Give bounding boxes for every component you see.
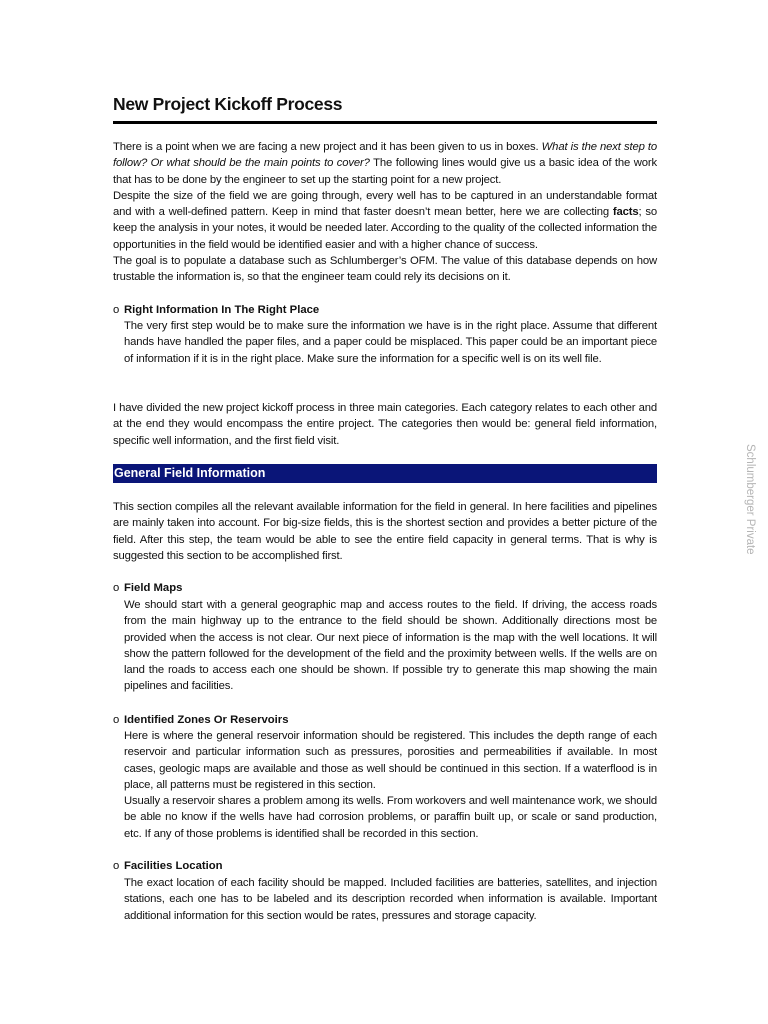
bullet-marker: o	[113, 582, 120, 594]
intro-text-2: The following lines would give us a basic idea of the work that has to be done by the engineer to set up the starting point for a new project.	[113, 157, 657, 186]
bullet-body-field-maps: We should start with a general geographic map and access routes to the field. If driving, the access roads from the main highway up to the entrance to the field should be shown. Additionally directions most be provided when the access is not clear. Our next piece of information is the map with the well locations. It will show the pattern followed for the development of the field and the proximity between wells. If the wells are on land the roads to access each one should be shown. If possible try to generate this map showing the main pipelines and facilities.	[124, 599, 657, 693]
bullet-heading-text: Facilities Location	[124, 860, 223, 872]
bullet-body-identified-zones	[124, 728, 657, 842]
intro-paragraph	[113, 139, 657, 286]
intro-text-italic: What is the next step to follow? Or what should be the main points to cover?	[113, 141, 658, 170]
bullet-body-right-information: The very first step would be to make sure the information we have is in the right place. Assume that different hands have handled the paper files, and a paper could be misplaced. This paper could be an important piece of information if it is in the right place. Make sure the information for a specific well is on its well file.	[124, 320, 657, 365]
bullet-heading-facilities-location	[113, 858, 657, 874]
categories-paragraph: I have divided the new project kickoff process in three main categories. Each category relates to each other and at the end they would encompass the entire project. The categories then would be: general field information, specific well information, and the first field visit.	[113, 402, 657, 447]
bullet-heading-text: Field Maps	[124, 582, 183, 594]
bullet-heading-text: Right Information In The Right Place	[124, 304, 320, 316]
bullet-heading-right-information	[113, 302, 657, 318]
section-intro-paragraph: This section compiles all the relevant available information for the field in general. In here facilities and pipelines are mainly taken into account. For big-size fields, this is the shortest section and provides a better picture of the field. After this step, the team would be able to see the entire field capacity in general terms. That is why is suggested this section to be accomplished first.	[113, 501, 657, 562]
bullet-marker: o	[113, 714, 120, 726]
section-header-text: General Field Information	[114, 466, 266, 480]
bullet-marker: o	[113, 860, 120, 872]
bullet-heading-identified-zones	[113, 712, 657, 728]
intro2-text-bold: facts	[612, 206, 639, 219]
intro2-text-2: ; so keep the analysis in your notes, it would be needed later. According to the quality of the collected information the opportunities in the field would be identified easier and with a higher chance of success.	[113, 206, 658, 251]
bullet-heading-field-maps	[113, 580, 657, 596]
bullet-body-text: Here is where the general reservoir information should be registered. This includes the depth range of each reservoir and particular information such as pressures, porosities and permeabilities if available. In most cases, geologic maps are available and those as well should be continued in this section. If a waterflood is in place, all patterns must be registered in this section.	[124, 730, 657, 791]
intro2-text-1: Despite the size of the field we are going through, every well has to be captured in an understandable format and with a well-defined pattern. Keep in mind that faster doesn’t mean better, here we are collecting	[113, 189, 657, 219]
bullet-body-text-2: Usually a reservoir shares a problem among its wells. From workovers and well maintenance work, we should be able no know if the wells have had corrosion problems, or paraffin built up, or scale or sand production, etc. If any of those problems is identified shall be recorded in this section.	[124, 795, 657, 840]
side-watermark-label: Schlumberger Private	[744, 444, 756, 555]
intro-text-1: There is a point when we are facing a new project and it has been given to us in boxes.	[113, 141, 542, 153]
intro3-text: The goal is to populate a database such as Schlumberger’s OFM. The value of this database depends on how trustable the information is, so that the engineer team could rely its decisions on it.	[113, 255, 657, 284]
bullet-marker: o	[113, 304, 120, 316]
bullet-body-facilities-location: The exact location of each facility should be mapped. Included facilities are batteries, satellites, and injection stations, each one has to be labeled and its description recorded when information is available. Important additional information for this section would be rates, pressures and storage capacity.	[124, 877, 657, 922]
section-header-general-field-information	[113, 464, 657, 483]
bullet-heading-text: Identified Zones Or Reservoirs	[124, 714, 289, 726]
page-title: New Project Kickoff Process	[113, 94, 657, 124]
